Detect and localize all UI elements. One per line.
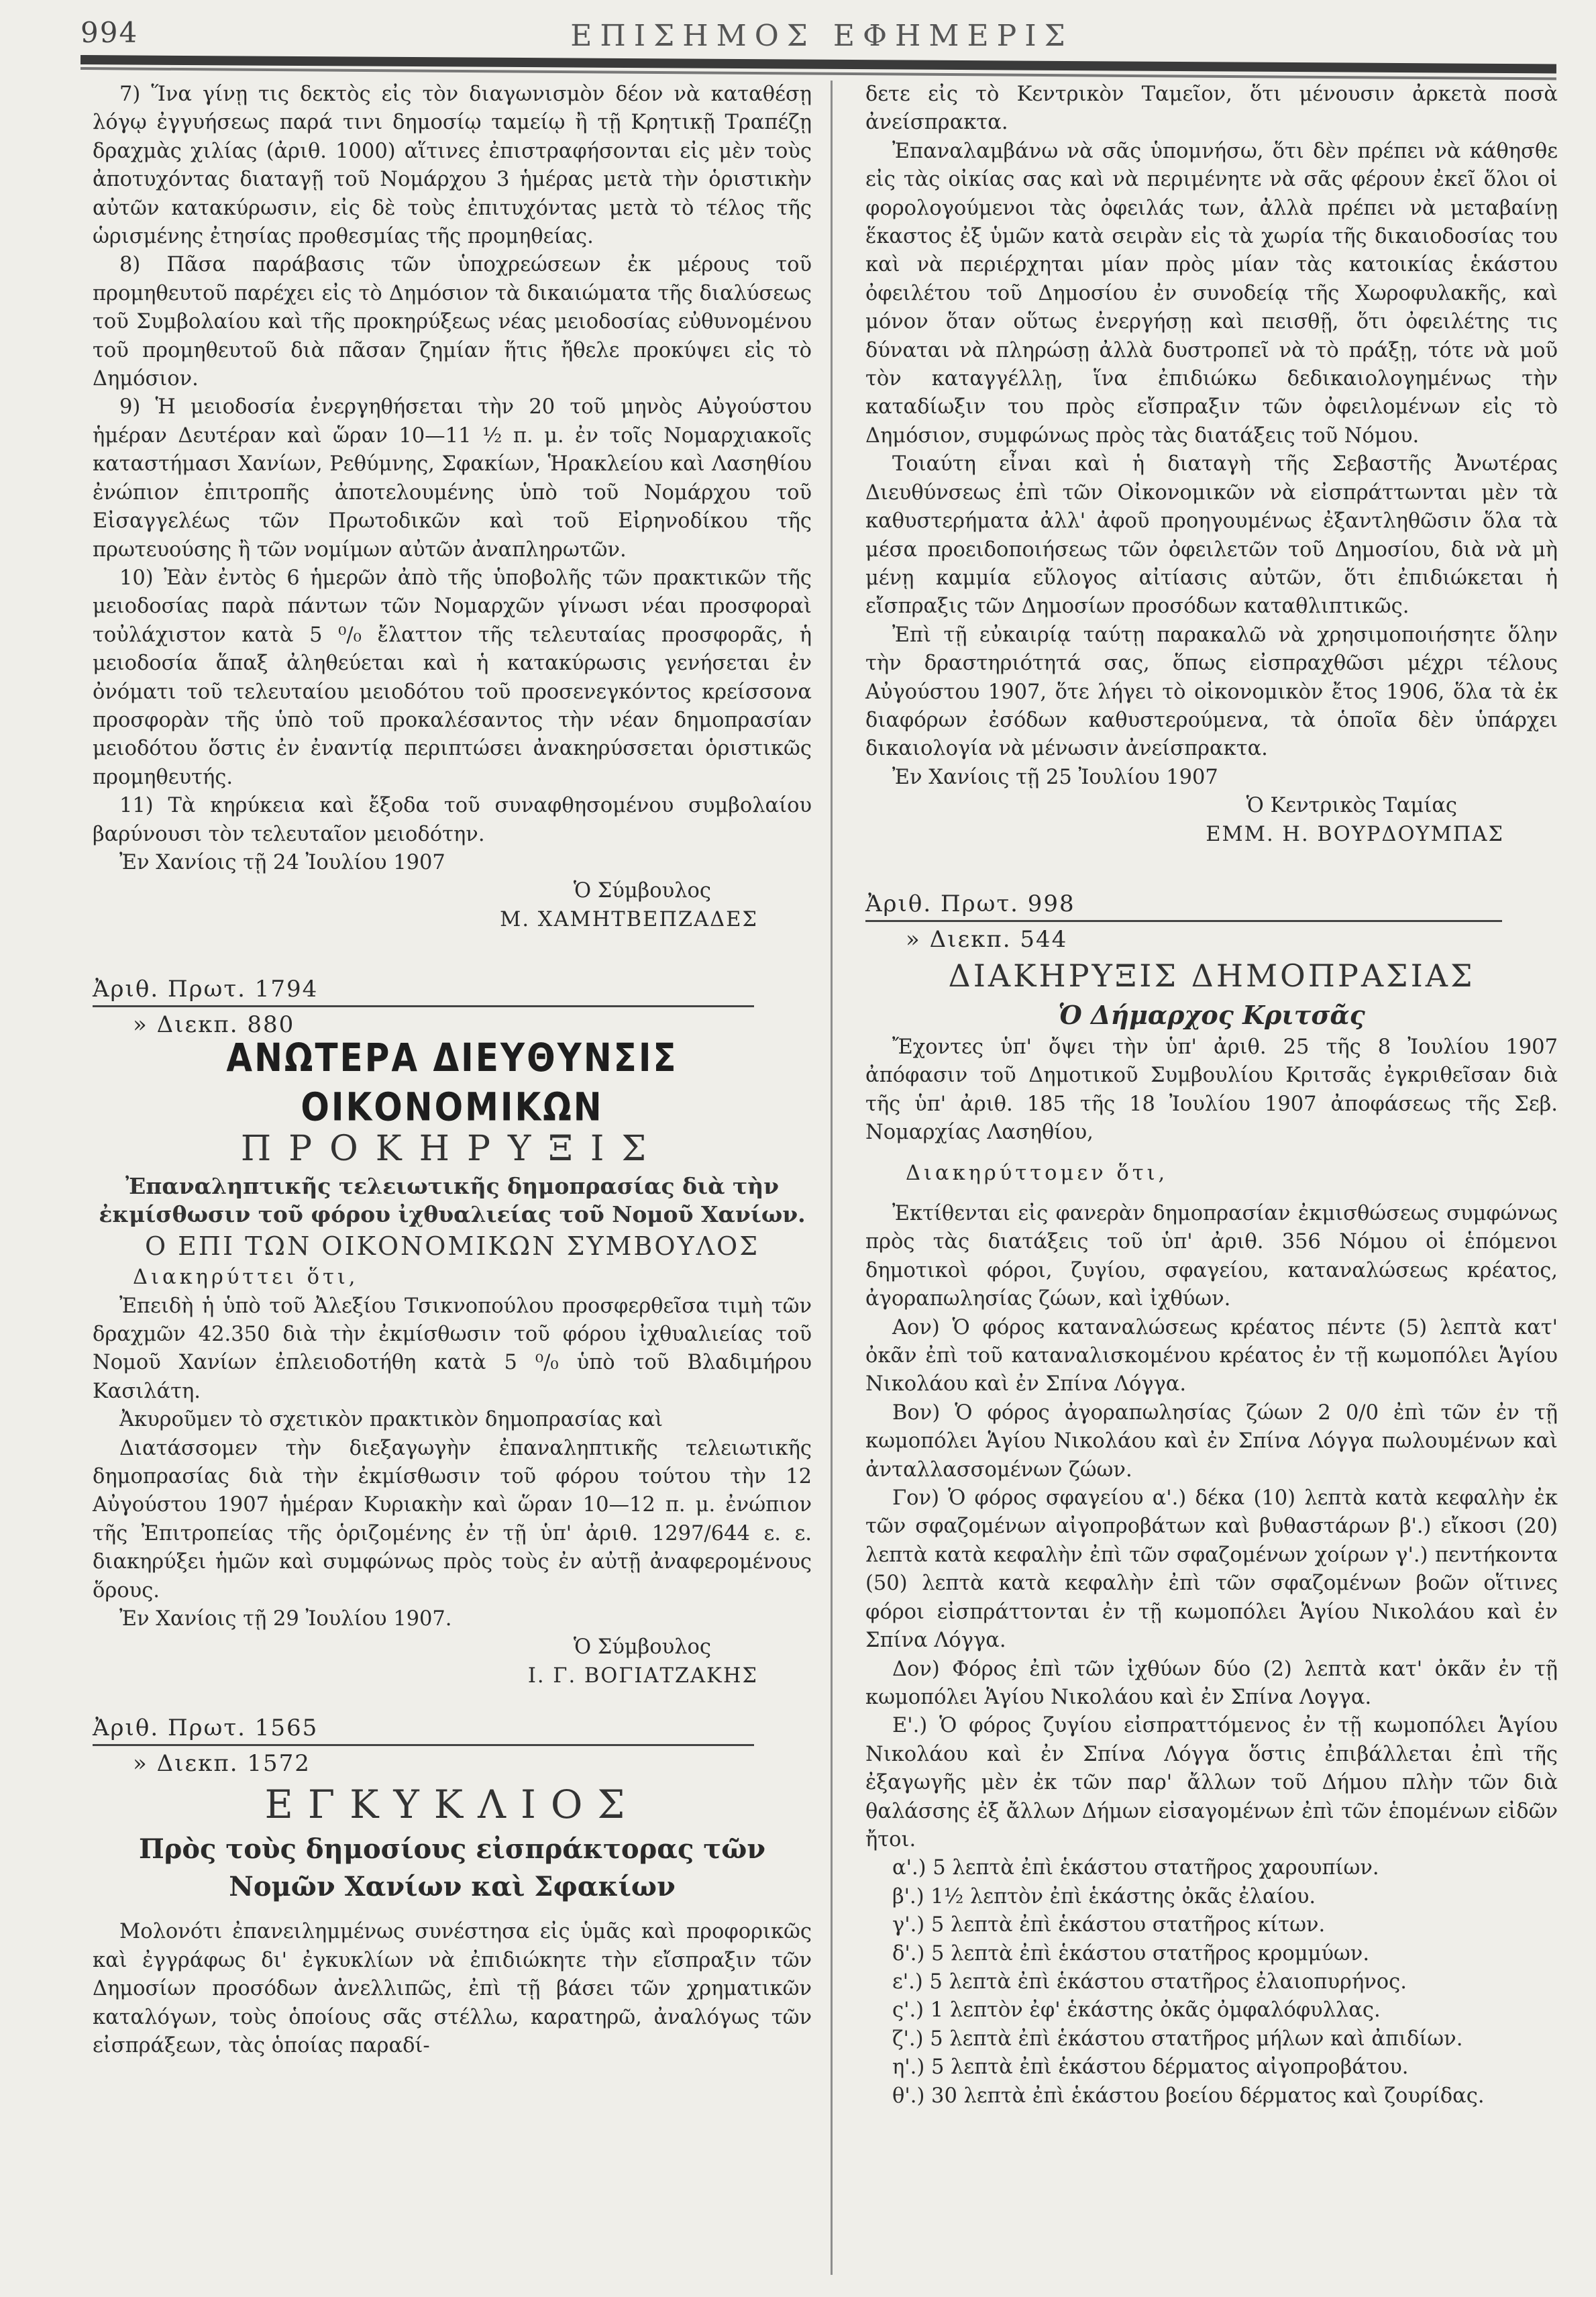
paragraph: Ε'.) Ὁ φόρος ζυγίου εἰσπραττόμενος ἐν τῇ κωμοπόλει Ἁγίου Νικολάου καὶ ἐν Σπίνα Λόγγα ὅστις ἐπιβάλλεται ἐπὶ τῆς ἐξαγωγῆς μὲν ἐκ τῶν παρ' ἄλλων τοῦ Δήμου πλὴν τῶν διὰ θαλάσσης ἐξ ἄλλων Δήμων εἰσαγομένων ἐπὶ τῶν ἑπομένων εἰδῶν ἤτοι. — [865, 1714, 1558, 1851]
place-date: Ἐν Χανίοις τῇ 29 Ἰουλίου 1907. — [119, 1607, 452, 1631]
place-date: Ἐν Χανίοις τῇ 25 Ἰουλίου 1907 — [892, 765, 1218, 789]
dispatch-number: » Διεκπ. 544 — [906, 925, 1068, 953]
paragraph: Γον) Ὁ φόρος σφαγείου α'.) δέκα (10) λεπτὰ κατὰ κεφαλὴν ἐκ τῶν σφαζομένων αἰγοπροβάτων καὶ βυθαστάρων β'.) εἴκοσι (20) λεπτὰ κατὰ κεφαλὴν ἐπὶ τῶν σφαζομένων χοίρων γ'.) πεντήκοντα (50) λεπτὰ κατὰ κεφαλὴν ἐπὶ τῶν σφαζομένων βοῶν οἵτινες φόροι εἰσπράττονται ἐν τῇ κωμοπόλει Ἁγίου Νικολάου καὶ ἐν Σπίνα Λόγγα. — [865, 1486, 1558, 1653]
paragraph: Ἀκυροῦμεν τὸ σχετικὸν πρακτικὸν δημοπρασίας καὶ — [119, 1408, 663, 1432]
place-date: Ἐν Χανίοις τῇ 24 Ἰουλίου 1907 — [119, 850, 445, 874]
paragraph: Αον) Ὁ φόρος καταναλώσεως κρέατος πέντε (5) λεπτὰ κατ' ὀκᾶν ἐπὶ τοῦ καταναλισκομένου κρέατος ἐν τῇ κωμοπόλει Ἁγίου Νικολάου καὶ ἐν Σπίνα Λόγγα. — [865, 1315, 1558, 1396]
paragraph: Βον) Ὁ φόρος ἀγοραπωλησίας ζώων 2 0/0 ἐπὶ τῶν ἐν τῇ κωμοπόλει Ἁγίου Νικολάου καὶ ἐν Σπίνα Λόγγα πωλουμένων καὶ ἀνταλλασσομένων ζώων. — [865, 1400, 1558, 1482]
paragraph: 7) Ἵνα γίνῃ τις δεκτὸς εἰς τὸν διαγωνισμὸν δέον νὰ καταθέσῃ λόγῳ ἐγγυήσεως παρά τινι δημοσίῳ ταμείῳ ἢ τῇ Κρητικῇ Τραπέζῃ δραχμὰς χιλίας (ἀριθ. 1000) αἵτινες ἐπιστραφήσονται εἰς μὲν τοὺς ἀποτυχόντας διαταγῇ τοῦ Νομάρχου 3 ἡμέρας μετὰ τὴν ὁριστικὴν αὐτῶν κατακύρωσιν, εἰς δὲ τοὺς ἐπιτυχόντας μετὰ τὸ τέλος τῆς ὡρισμένης ἐτησίας προθεσμίας τῆς προμηθείας. — [93, 83, 812, 249]
protocol-number: Ἀριθ. Πρωτ. 1565 — [93, 1715, 319, 1742]
list-item: ζ'.) 5 λεπτὰ ἐπὶ ἑκάστου στατῆρος μήλων καὶ ἀπιδίων. — [892, 2027, 1463, 2051]
paragraph: 8) Πᾶσα παράβασις τῶν ὑποχρεώσεων ἐκ μέρους τοῦ προμηθευτοῦ παρέχει εἰς τὸ Δημόσιον τὰ δικαιώματα τῆς διαλύσεως τοῦ Συμβολαίου καὶ τῆς προκηρύξεως νέας μειοδοσίας εὐθυνομένου τοῦ προμηθευτοῦ διὰ πᾶσαν ζημίαν ἥτις ἤθελε προκύψει εἰς τὸ Δημόσιον. — [93, 253, 812, 391]
paragraph: Ἐπὶ τῇ εὐκαιρίᾳ ταύτῃ παρακαλῶ νὰ χρησιμοποιήσητε ὅλην τὴν δραστηριότητά σας, ὅπως εἰσπραχθῶσι μέχρι τέλους Αὐγούστου 1907, ὅτε λήγει τὸ οἰκονομικὸν ἔτος 1906, ὅλα τὰ ἐκ διαφόρων ἐσόδων καθυστερούμενα, τὰ ὁποῖα δὲν ὑπάρχει δικαιολογία νὰ μένωσιν ἀνείσπρακτα. — [865, 623, 1558, 761]
signatory-name: Μ. ΧΑΜΗΤΒΕΠΖΑΔΕΣ — [500, 907, 758, 931]
paragraph: 9) Ἡ μειοδοσία ἐνεργηθήσεται τὴν 20 τοῦ μηνὸς Αὐγούστου ἡμέραν Δευτέραν καὶ ὥραν 10—11 ½ π. μ. ἐν τοῖς Νομαρχιακοῖς καταστήμασι Χανίων, Ρεθύμνης, Σφακίων, Ἡρακλείου καὶ Λασηθίου ἐνώπιον ἐπιτροπῆς ἀποτελουμένης ὑπὸ τοῦ Νομάρχου τοῦ Εἰσαγγελέως τῶν Πρωτοδικῶν καὶ τοῦ Εἰρηνοδίκου τῆς πρωτευούσης ἢ τῶν νομίμων αὐτῶν ἀναπληρωτῶν. — [93, 395, 812, 562]
signatory-role: Ὁ Σύμβουλος — [573, 1635, 711, 1660]
list-item: α'.) 5 λεπτὰ ἐπὶ ἑκάστου στατῆρος χαρουπίων. — [892, 1856, 1379, 1880]
paragraph: Διατάσσομεν τὴν διεξαγωγὴν ἐπαναληπτικῆς τελειωτικῆς δημοπρασίας διὰ τὴν ἐκμίσθωσιν τοῦ φόρου τούτου τὴν 12 Αὐγούστου 1907 ἡμέραν Κυριακὴν καὶ ὥραν 10—12 π. μ. ἐνώπιον τῆς Ἐπιτροπείας τῆς ὁριζομένης ἐν τῇ ὑπ' ἀριθ. 1297/644 ε. ε. διακηρύξει ἡμῶν καὶ συμφώνως πρὸς τοὺς ἐν αὐτῇ ἀναφερομένους ὅρους. — [93, 1436, 812, 1602]
paragraph: Τοιαύτη εἶναι καὶ ἡ διαταγὴ τῆς Σεβαστῆς Ἀνωτέρας Διευθύνσεως ἐπὶ τῶν Οἰκονομικῶν νὰ εἰσπράττωνται μὲν τὰ καθυστερήματα ἀλλ' ἀφοῦ προηγουμένως ἐξαντληθῶσιν ὅλα τὰ μέσα προειδοποιήσεως τῶν ὀφειλετῶν τοῦ Δημοσίου, διὰ νὰ μὴ μένῃ καμμία εὔλογος αἰτίασις αὐτῶν, ὅτι ἐπιδιώκεται ἡ εἴσπραξις τῶν Δημοσίων προσόδων καταθλιπτικῶς. — [865, 452, 1558, 619]
page-header — [81, 12, 1563, 52]
list-item: ε'.) 5 λεπτὰ ἐπὶ ἑκάστου στατῆρος ἐλαιοπυρήνος. — [892, 1970, 1407, 1994]
paragraph: Ἐκτίθενται εἰς φανερὰν δημοπρασίαν ἐκμισθώσεως συμφώνως πρὸς τὰς διατάξεις τοῦ ὑπ' ἀριθ. 356 Νόμου οἱ ἑπόμενοι δημοτικοὶ φόροι, ζυγίου, σφαγείου, καταναλώσεως κρέατος, ἀγοραπωλησίας ζώων, καὶ ἰχθύων. — [865, 1202, 1558, 1311]
signatory-name: Ι. Γ. ΒΟΓΙΑΤΖΑΚΗΣ — [527, 1664, 758, 1688]
list-item: β'.) 1½ λεπτὸν ἐπὶ ἑκάστης ὀκᾶς ἐλαίου. — [892, 1884, 1316, 1908]
auction-issuer: Ὁ Δήμαρχος Κριτσᾶς — [1058, 999, 1365, 1030]
protocol-number: Ἀριθ. Πρωτ. 998 — [865, 890, 1075, 917]
signatory-name: ΕΜΜ. Η. ΒΟΥΡΔΟΥΜΠΑΣ — [1206, 822, 1504, 846]
list-item: δ'.) 5 λεπτὰ ἐπὶ ἑκάστου στατῆρος κρομμύων. — [892, 1941, 1370, 1966]
declaration-line: Διακηρύττομεν ὅτι, — [906, 1161, 1169, 1185]
separator — [865, 920, 1502, 922]
declaration-line: Διακηρύττει ὅτι, — [133, 1266, 359, 1290]
paragraph: Δον) Φόρος ἐπὶ τῶν ἰχθύων δύο (2) λεπτὰ κατ' ὀκᾶν ἐν τῇ κωμοπόλει Ἁγίου Νικολάου καὶ ἐν Σπίνα Λογγα. — [865, 1657, 1558, 1709]
paragraph: Μολονότι ἐπανειλημμένως συνέστησα εἰς ὑμᾶς καὶ προφορικῶς καὶ ἐγγράφως δι' ἐγκυκλίων νὰ ἐπιδιώκητε τὴν εἴσπραξιν τῶν Δημοσίων προσόδων ἀνελλιπῶς, ἐπὶ τῇ βάσει τῶν χρηματικῶν καταλόγων, τοὺς ὁποίους σᾶς στέλλω, καρατηρῶ, ἀναλόγως τῶν εἰσπράξεων, τὰς ὁποίας παραδί- — [93, 1920, 812, 2057]
list-item: θ'.) 30 λεπτὰ ἐπὶ ἑκάστου βοείου δέρματος καὶ ζουρίδας. — [892, 2084, 1485, 2108]
separator — [93, 1005, 754, 1007]
page-number: 994 — [81, 16, 139, 49]
list-item: η'.) 5 λεπτὰ ἐπὶ ἑκάστου δέρματος αἰγοπροβάτου. — [892, 2055, 1409, 2080]
column-divider — [831, 81, 833, 2275]
gazette-title: ΕΠΙΣΗΜΟΣ ΕΦΗΜΕΡΙΣ — [570, 19, 1073, 53]
protocol-number: Ἀριθ. Πρωτ. 1794 — [93, 976, 319, 1003]
paragraph: 11) Τὰ κηρύκεια καὶ ἔξοδα τοῦ συναφθησομένου συμβολαίου βαρύνουσι τὸν τελευταῖον μειοδότην. — [93, 794, 812, 846]
paragraph: δετε εἰς τὸ Κεντρικὸν Ταμεῖον, ὅτι μένουσιν ἀρκετὰ ποσὰ ἀνείσπρακτα. — [865, 83, 1558, 135]
right-column — [865, 81, 1558, 2110]
notice-subtitle: Ἐπαναληπτικῆς τελειωτικῆς δημοπρασίας διὰ τὴν ἐκμίσθωσιν τοῦ φόρου ἰχθυαλιείας τοῦ Νομοῦ Χανίων. — [99, 1173, 806, 1228]
list-item: γ'.) 5 λεπτὰ ἐπὶ ἑκάστου στατῆρος κίτων. — [892, 1913, 1326, 1937]
dispatch-number: » Διεκπ. 880 — [133, 1011, 295, 1039]
notice-issuer: Ο ΕΠΙ ΤΩΝ ΟΙΚΟΝΟΜΙΚΩΝ ΣΥΜΒΟΥΛΟΣ — [144, 1231, 760, 1262]
circular-title: ΕΓΚΥΚΛΙΟΣ — [264, 1782, 640, 1828]
notice-title: ΠΡΟΚΗΡΥΞΙΣ — [240, 1129, 664, 1170]
circular-recipients: Πρὸς τοὺς δημοσίους εἰσπράκτορας τῶν Νομῶν Χανίων καὶ Σφακίων — [138, 1833, 766, 1903]
signatory-role: Ὁ Κεντρικὸς Ταμίας — [1246, 794, 1457, 818]
paragraph: Ἐπειδὴ ἡ ὑπὸ τοῦ Ἀλεξίου Τσικνοπούλου προσφερθεῖσα τιμὴ τῶν δραχμῶν 42.350 διὰ τὴν ἐκμίσθωσιν τοῦ φόρου ἰχθυαλιείας τοῦ Νομοῦ Χανίων ἐπλειοδοτήθη κατὰ 5 ⁰/₀ ὑπὸ τοῦ Βλαδιμήρου Κασιλάτη. — [93, 1294, 812, 1403]
signatory-role: Ὁ Σύμβουλος — [573, 879, 711, 903]
notice-heading: ΑΝΩΤΕΡΑ ΔΙΕΥΘΥΝΣΙΣ ΟΙΚΟΝΟΜΙΚΩΝ — [226, 1035, 678, 1130]
paragraph: Ἔχοντες ὑπ' ὄψει τὴν ὑπ' ἀριθ. 25 τῆς 8 Ἰουλίου 1907 ἀπόφασιν τοῦ Δημοτικοῦ Συμβουλίου Κριτσᾶς ἐγκριθεῖσαν διὰ τῆς ὑπ' ἀριθ. 185 τῆς 18 Ἰουλίου 1907 ἀποφάσεως τῆς Σεβ. Νομαρχίας Λασηθίου, — [865, 1035, 1558, 1145]
left-column — [93, 81, 812, 2060]
paragraph: Ἐπαναλαμβάνω νὰ σᾶς ὑπομνήσω, ὅτι δὲν πρέπει νὰ κάθησθε εἰς τὰς οἰκίας σας καὶ νὰ περιμένητε νὰ σᾶς φέρουν ἐκεῖ ὅλοι οἱ φορολογούμενοι τὰς ὀφειλάς των, ἀλλὰ πρέπει νὰ μεταβαίνῃ ἕκαστος ἐξ ὑμῶν κατὰ σειρὰν εἰς τὰ χωρία τῆς δικαιοδοσίας του καὶ νὰ περιέρχηται μίαν πρὸς μίαν τὰς κατοικίας ἑκάστου ὀφειλέτου τοῦ Δημοσίου ἐν συνοδείᾳ τῆς Χωροφυλακῆς, καὶ μόνον ὅταν οὕτως ἐνεργήσῃ καὶ πεισθῇ, ὅτι ὀφειλέτης τις δύναται νὰ πληρώσῃ ἀλλὰ δυστροπεῖ νὰ τὸ πράξῃ, τότε νὰ μοῦ τὸν καταγγέλλῃ, ἵνα ἐπιδιώκω δεδικαιολογημένως τὴν καταδίωξιν του πρὸς εἴσπραξιν τῶν ὀφειλομένων εἰς τὸ Δημόσιον, συμφώνως πρὸς τὰς διατάξεις τοῦ Νόμου. — [865, 139, 1558, 448]
list-item: ς'.) 1 λεπτὸν ἐφ' ἑκάστης ὀκᾶς ὀμφαλόφυλλας. — [892, 1998, 1381, 2023]
auction-title: ΔΙΑΚΗΡΥΞΙΣ ΔΗΜΟΠΡΑΣΙΑΣ — [948, 957, 1475, 994]
separator — [93, 1744, 754, 1746]
paragraph: 10) Ἐὰν ἐντὸς 6 ἡμερῶν ἀπὸ τῆς ὑποβολῆς τῶν πρακτικῶν τῆς μειοδοσίας παρὰ πάντων τῶν Νομαρχῶν γίνωσι νέαι προσφοραὶ τοὐλάχιστον κατὰ 5 ⁰/₀ ἔλαττον τῆς τελευταίας προσφορᾶς, ἡ μειοδοσία ἅπαξ ἀληθεύεται καὶ ἡ κατακύρωσις γενήσεται ἐν ὀνόματι τοῦ τελευταίου μειοδότου τοῦ προσενεγκόντος κρείσσονα προσφορὰν τῆς ὑπὸ τοῦ προκαλέσαντος τὴν νέαν δημοπρασίαν μειοδότου ὅστις ἐν ἐναντίᾳ περιπτώσει ἀνακηρύσσεται ὁριστικῶς προμηθευτής. — [93, 566, 812, 789]
dispatch-number: » Διεκπ. 1572 — [133, 1750, 311, 1778]
